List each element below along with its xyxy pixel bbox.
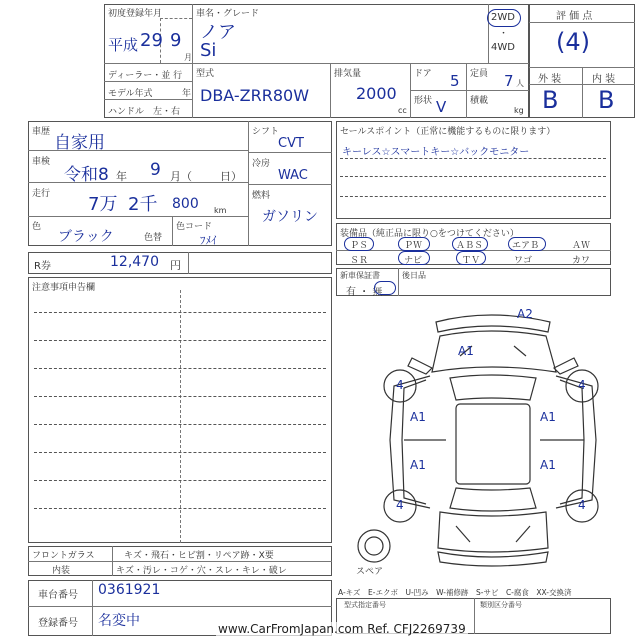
equip-wagon: ワゴ (514, 256, 533, 266)
insp-day-unit: 日） (220, 170, 242, 183)
grade: Si (200, 40, 217, 61)
mileage-sen: 2千 (128, 194, 158, 215)
warranty-label: 新車保証書 (340, 271, 380, 280)
insp-month-unit: 月（ (170, 170, 192, 183)
warranty-none-circle (374, 281, 396, 295)
capacity-unit: 人 (516, 79, 524, 88)
chassis-label: 車台番号 (38, 590, 78, 601)
shift-label: シフト (252, 127, 280, 137)
interior-label: 内 装 (592, 74, 616, 85)
selling-text: キーレス☆スマートキー☆バックモニター (342, 147, 530, 158)
first-reg-month-unit: 月 (184, 53, 192, 62)
equipment-label: 装備品（純正品に限り○をつけてください） (340, 229, 519, 239)
mark-wheel-fl: 4 (396, 378, 404, 392)
equip-navi: ナビ (404, 256, 423, 266)
exterior-grade: B (542, 86, 559, 114)
form-label-2: 類別区分番号 (480, 601, 522, 609)
model-year-label: モデル年式 (108, 89, 153, 99)
fuel: ガソリン (262, 209, 318, 225)
capacity-label: 定員 (470, 69, 489, 79)
inspection-label: 車検 (32, 157, 51, 167)
first-reg-year: 29 (140, 30, 163, 51)
first-reg-month: 9 (170, 30, 182, 51)
model-code: DBA-ZRR80W (200, 86, 310, 105)
mark-left-rear-door: A1 (410, 458, 426, 472)
mark-front-bumper: A2 (517, 307, 533, 321)
model-year-unit: 年 (182, 89, 192, 99)
reg: 名変中 (98, 613, 140, 629)
door-label: ドア (414, 69, 432, 79)
insp-era: 令和8 (64, 165, 109, 185)
ac: WAC (278, 168, 308, 183)
first-reg-label: 初度登録年月 (108, 9, 163, 19)
insp-month: 9 (150, 160, 161, 180)
color: ブラック (58, 229, 114, 245)
mark-right-rear-door: A1 (540, 458, 556, 472)
dealer-label: ディーラー・並 行 (108, 71, 183, 81)
r-ticket-label: R券 (34, 261, 51, 272)
shape: V (436, 98, 447, 116)
load-unit: kg (514, 106, 524, 115)
mark-wheel-rr: 4 (578, 498, 586, 512)
watermark: www.CarFromJapan.com Ref. CFJ2269739 (218, 622, 466, 636)
history-label: 車歴 (32, 127, 51, 137)
exterior-label: 外 装 (538, 74, 562, 85)
windshield-text: キズ・飛石・ヒビ割・リペア跡・X要 (124, 551, 274, 561)
first-reg-era: 平成 (108, 36, 139, 54)
r-ticket-unit: 円 (170, 259, 181, 272)
drive-4wd: 4WD (491, 42, 515, 53)
windshield-label: フロントガラス (32, 551, 95, 561)
shift: CVT (278, 136, 304, 151)
displacement-label: 排気量 (334, 69, 362, 79)
ac-label: 冷房 (252, 159, 271, 169)
form-label-1: 型式指定番号 (344, 601, 386, 609)
cc-unit: cc (398, 106, 407, 115)
interior-cond-label: 内装 (52, 566, 71, 576)
history: 自家用 (54, 133, 105, 153)
doors: 5 (450, 72, 460, 90)
displacement: 2000 (356, 84, 397, 103)
equip-ps: ＰＳ (350, 241, 369, 251)
equip-abs: ＡＢＳ (456, 241, 484, 251)
mark-right-front-door: A1 (540, 410, 556, 424)
selling-label: セールスポイント（正常に機能するものに限ります） (340, 127, 556, 137)
equip-tv: ＴＶ (462, 256, 481, 266)
color-label: 色 (32, 222, 42, 232)
mark-left-front-door: A1 (410, 410, 426, 424)
score-label: 評 価 点 (556, 11, 593, 22)
interior-grade: B (598, 86, 615, 114)
type-label: 型式 (196, 69, 215, 79)
interior-cond-text: キズ・汚レ・コゲ・穴・スレ・キレ・破レ (116, 566, 287, 576)
r-ticket: 12,470 (110, 254, 159, 270)
mark-wheel-rl: 4 (396, 498, 404, 512)
after-label: 後日品 (402, 271, 426, 280)
equip-sr: ＳＲ (350, 256, 369, 266)
damage-legend: A-キズ E-エクボ U-凹み W-補修跡 S-サビ C-腐食 XX-交換済 (338, 588, 572, 597)
mark-wheel-fr: 4 (578, 378, 586, 392)
color-code: ﾌﾒｲ (200, 234, 217, 247)
equip-leather: カワ (572, 256, 591, 266)
drive-2wd: 2WD (491, 12, 515, 23)
insp-year-unit: 年 (116, 170, 127, 183)
color-code-label: 色コード (176, 222, 213, 232)
handle-label: ハンドル 左・右 (108, 107, 181, 117)
reg-label: 登録番号 (38, 618, 78, 629)
color-change-label: 色替 (144, 233, 163, 243)
chassis: 0361921 (98, 582, 161, 598)
notes-label: 注意事項申告欄 (32, 283, 96, 293)
fuel-label: 燃料 (252, 191, 271, 201)
warranty-value: 有 ・ 無 (346, 287, 383, 298)
score: (4) (556, 28, 590, 56)
spare-label: スペア (356, 567, 384, 577)
equip-aw: ＡＷ (572, 241, 591, 251)
mileage-label: 走行 (32, 189, 51, 199)
capacity: 7 (504, 72, 514, 90)
equip-pw: ＰＷ (404, 241, 423, 251)
km-unit: km (214, 206, 227, 215)
mileage-man: 7万 (88, 194, 118, 215)
mileage-rest: 800 (172, 196, 199, 212)
drive-dot: ・ (499, 29, 509, 39)
equip-airbag: エアＢ (512, 241, 540, 251)
shape-label: 形状 (414, 96, 433, 106)
mark-hood: A1 (458, 344, 474, 358)
car-name: ノア (200, 22, 236, 43)
name-grade-label: 車名・グレード (196, 9, 260, 19)
load-label: 積載 (470, 96, 489, 106)
